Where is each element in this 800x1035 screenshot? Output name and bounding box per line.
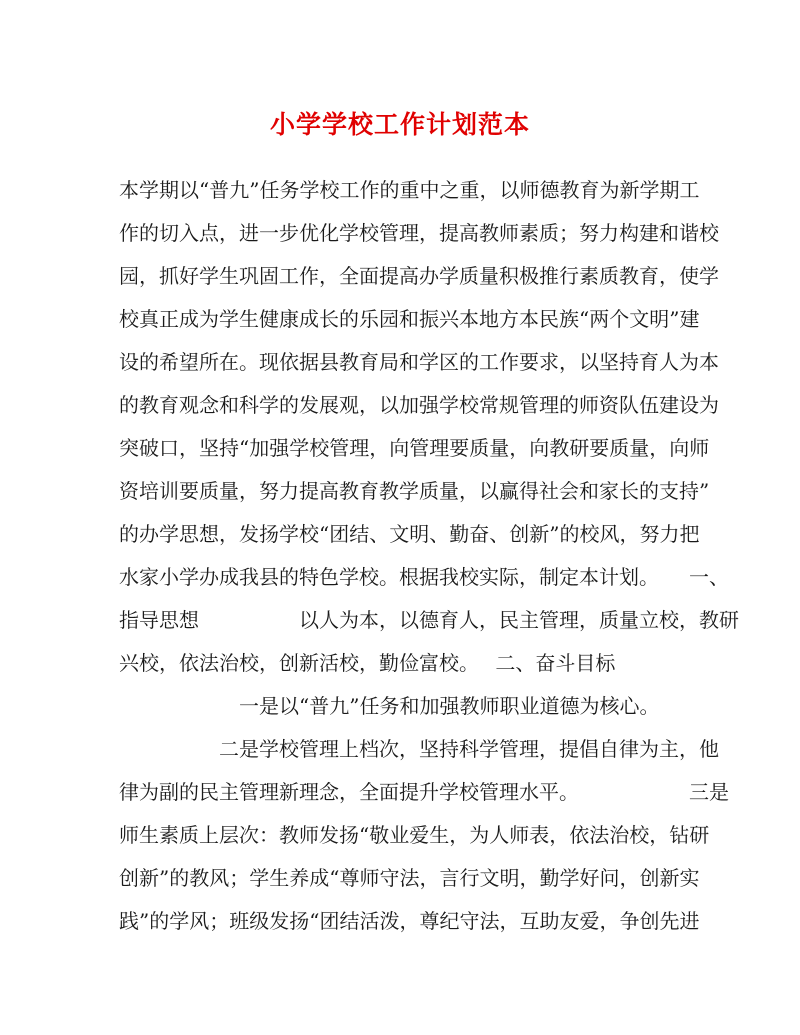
body-line-4: 校真正成为学生健康成长的乐园和振兴本地方本民族“两个文明”建 xyxy=(119,307,700,331)
body-line-14: 二是学校管理上档次，坚持科学管理，提倡自律为主，他 xyxy=(119,737,719,761)
body-line-6: 的教育观念和科学的发展观，以加强学校常规管理的师资队伍建设为 xyxy=(119,393,719,417)
body-line-16: 师生素质上层次：教师发扬“敬业爱生，为人师表，依法治校，钻研 xyxy=(119,823,710,847)
body-line-11: 指导思想 以人为本，以德育人，民主管理，质量立校，教研 xyxy=(119,608,739,632)
body-line-5: 设的希望所在。现依据县教育局和学区的工作要求，以坚持育人为本 xyxy=(119,350,719,374)
body-line-8: 资培训要质量，努力提高教育教学质量，以赢得社会和家长的支持” xyxy=(119,479,710,503)
body-line-3: 园，抓好学生巩固工作，全面提高办学质量积极推行素质教育，使学 xyxy=(119,264,719,288)
body-line-10: 水家小学办成我县的特色学校。根据我校实际，制定本计划。 一、 xyxy=(119,565,729,589)
body-line-12: 兴校，依法治校，创新活校，勤俭富校。 二、奋斗目标 xyxy=(119,651,616,675)
body-line-17: 创新”的教风；学生养成“尊师守法，言行文明，勤学好问，创新实 xyxy=(119,866,700,890)
body-line-2: 作的切入点，进一步优化学校管理，提高教师素质；努力构建和谐校 xyxy=(119,221,719,245)
body-line-7: 突破口，坚持“加强学校管理，向管理要质量，向教研要质量，向师 xyxy=(119,436,710,460)
body-line-9: 的办学思想，发扬学校“团结、文明、勤奋、创新”的校风，努力把 xyxy=(119,522,700,546)
body-line-13: 一是以“普九”任务和加强教师职业道德为核心。 xyxy=(119,694,660,718)
body-line-15: 律为副的民主管理新理念，全面提升学校管理水平。 三是 xyxy=(119,780,729,804)
body-line-1: 本学期以“普九”任务学校工作的重中之重，以师德教育为新学期工 xyxy=(119,178,700,202)
document-title: 小学学校工作计划范本 xyxy=(269,110,530,139)
body-line-18: 践”的学风；班级发扬“团结活泼，尊纪守法，互助友爱，争创先进 xyxy=(119,909,700,933)
